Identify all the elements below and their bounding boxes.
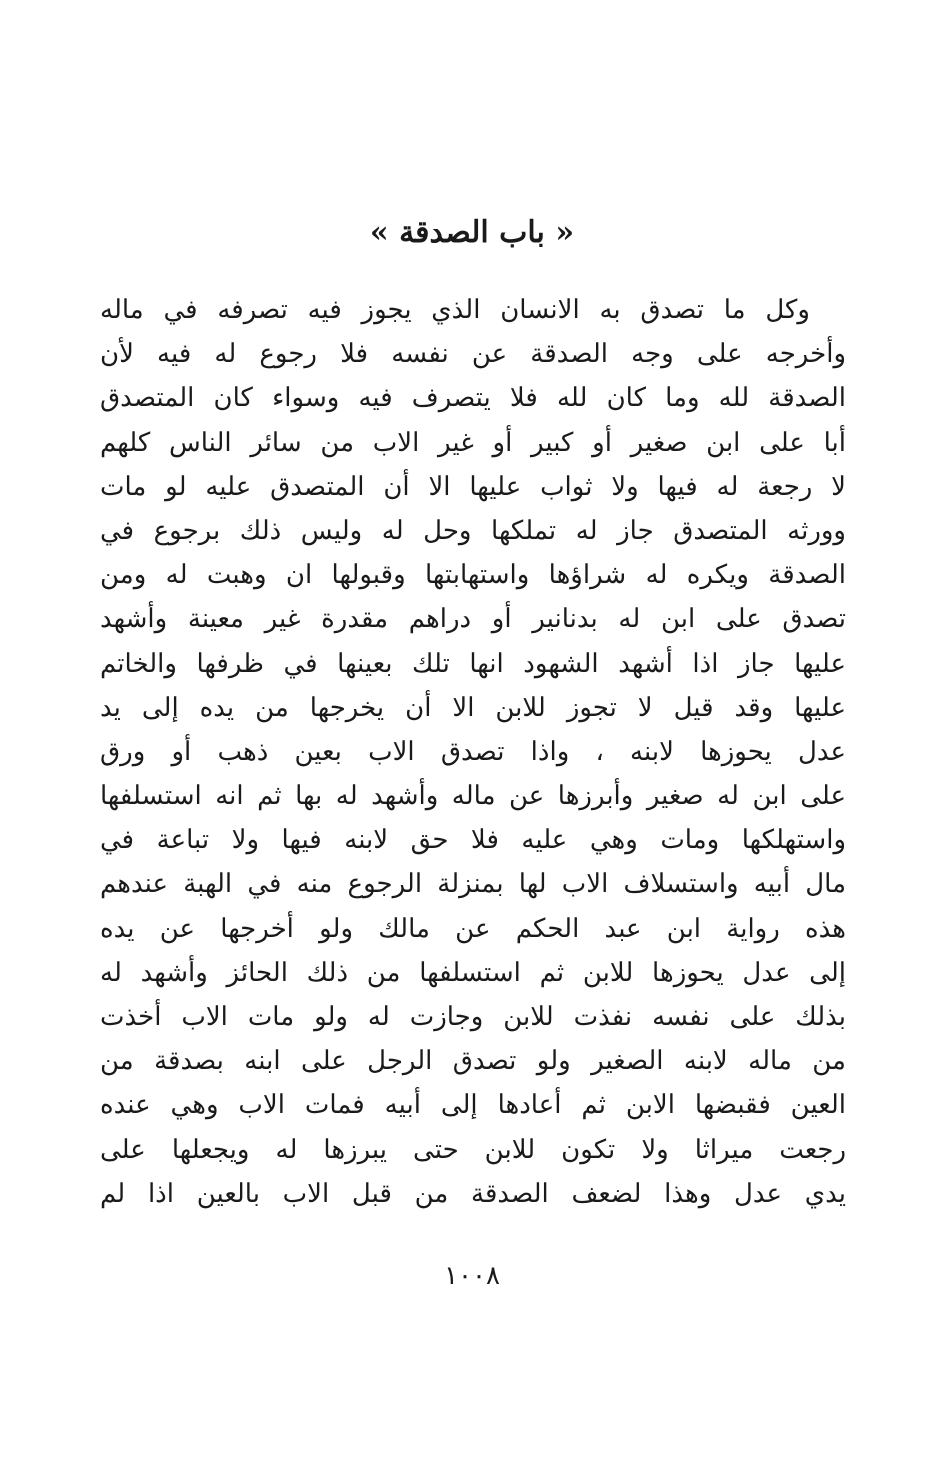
text-line: واستهلكها ومات وهي عليه فلا حق لابنه فيها ولا تباعة في [100,825,846,856]
text-line: عليها جاز اذا أشهد الشهود انها تلك بعينها في ظرفها والخاتم [100,648,846,679]
text-line: وورثه المتصدق جاز له تملكها وحل له وليس ذلك برجوع في [100,515,846,546]
text-line: لا رجعة له فيها ولا ثواب عليها الا أن المتصدق عليه لو مات [100,471,846,502]
text-line: على ابن له صغير وأبرزها عن ماله وأشهد له بها ثم انه استسلفها [100,781,846,812]
text-line: أبا على ابن صغير أو كبير أو غير الاب من سائر الناس كلهم [100,427,846,458]
text-line: رجعت ميراثا ولا تكون للابن حتى يبرزها له ويجعلها على [100,1134,846,1165]
text-line: عليها وقد قيل لا تجوز للابن الا أن يخرجها من يده إلى يد [100,692,846,723]
text-line: العين فقبضها الابن ثم أعادها إلى أبيه فمات الاب وهي عنده [100,1090,846,1121]
body-text [100,288,846,1216]
text-line: مال أبيه واستسلاف الاب لها بمنزلة الرجوع منه في الهبة عندهم [100,869,846,900]
text-line: بذلك على نفسه نفذت للابن وجازت له ولو مات الاب أخذت [100,1002,846,1032]
text-line: الصدقة ويكره له شراؤها واستهابتها وقبولها ان وهبت له ومن [100,560,846,591]
page-number: ١٠٠٨ [444,1261,500,1291]
text-line: تصدق على ابن له بدنانير أو دراهم مقدرة غير معينة وأشهد [100,604,846,635]
text-line: وأخرجه على وجه الصدقة عن نفسه فلا رجوع له فيه لأن [100,339,846,370]
chapter-heading: « باب الصدقة » [369,215,575,250]
text-line: من ماله لابنه الصغير ولو تصدق الرجل على ابنه بصدقة من [100,1046,846,1077]
text-line: عدل يحوزها لابنه ، واذا تصدق الاب بعين ذهب أو ورق [100,736,846,767]
text-line: هذه رواية ابن عبد الحكم عن مالك ولو أخرجها عن يده [100,913,846,944]
text-line: إلى عدل يحوزها للابن ثم استسلفها من ذلك الحائز وأشهد له [100,957,846,988]
text-line: يدي عدل وهذا لضعف الصدقة من قبل الاب بالعين اذا لم [100,1178,846,1209]
text-line: وكل ما تصدق به الانسان الذي يجوز فيه تصرفه في ماله [100,295,810,325]
text-line: الصدقة لله وما كان لله فلا يتصرف فيه وسواء كان المتصدق [100,383,846,414]
